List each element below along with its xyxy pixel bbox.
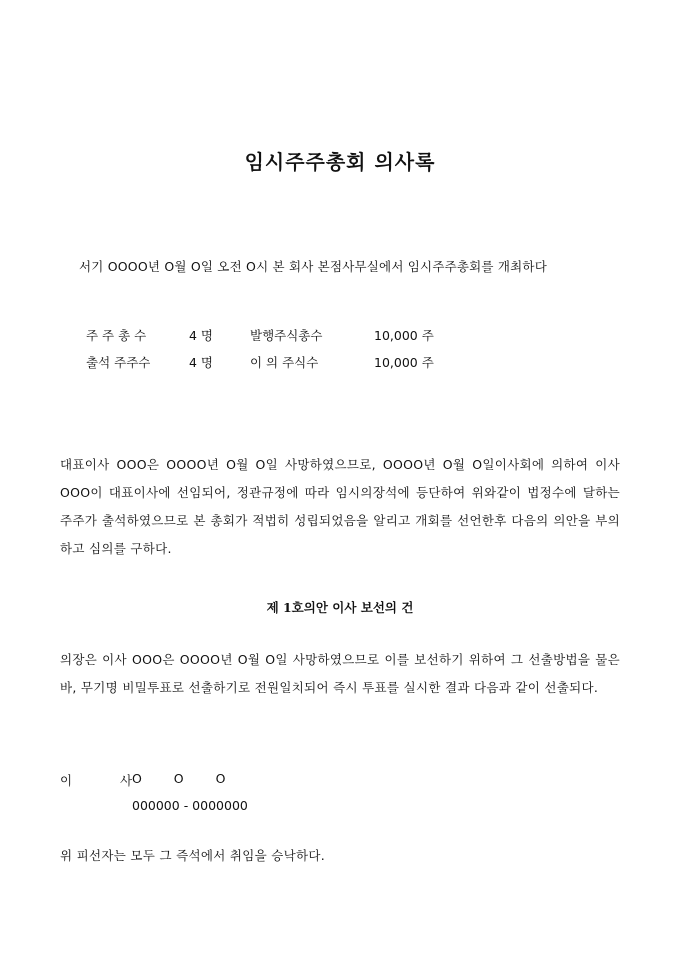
meeting-intro: 서기 OOOO년 O월 O일 오전 O시 본 회사 본점사무실에서 임시주주총회를 개최하다 [79, 259, 547, 274]
closing-statement: 위 피선자는 모두 그 즉석에서 취임을 승낙하다. [60, 848, 326, 863]
stat-label-shares: 발행주식총수 [250, 328, 323, 343]
stat-label: 주 주 총 수 [86, 328, 147, 343]
stat-row-total [0, 326, 680, 346]
id-number: 000000 - 0000000 [132, 798, 248, 813]
agenda-paragraph: 의장은 이사 OOO은 OOOO년 O월 O일 사망하였으므로 이를 보선하기 위하여 그 선출방법을 물은바, 무기명 비밀투표로 선출하기로 전원일치되어 즉시 투표를 실시한 결과 다음과 같이 선출되다. [60, 652, 620, 695]
stat-count: 4 명 [189, 355, 214, 370]
document-title: 임시주주총회 의사록 [244, 150, 436, 174]
stat-value-shares: 10,000 주 [374, 328, 434, 343]
stat-label: 출석 주주수 [86, 355, 151, 370]
stat-row-attending [0, 353, 680, 373]
elected-role: 이 사 [60, 773, 155, 788]
elected-name: O O O [132, 771, 240, 786]
stat-label-shares: 이 의 주식수 [250, 355, 319, 370]
stat-count: 4 명 [189, 328, 214, 343]
stat-value-shares: 10,000 주 [374, 355, 434, 370]
opening-paragraph: 대표이사 OOO은 OOOO년 O월 O일 사망하였으므로, OOOO년 O월 O일이사회에 의하여 이사 OOO이 대표이사에 선임되어, 정관규정에 따라 임시의장석에 등단하여 위와같이 법정수에 달하는 주주가 출석하였으므로 본 총회가 적법히 성립되었음을 알리고 개회를 선언한후 다음의 의안을 부의하고 심의를 구하다. [60, 457, 620, 556]
agenda-title: 제 1호의안 이사 보선의 건 [266, 600, 414, 615]
